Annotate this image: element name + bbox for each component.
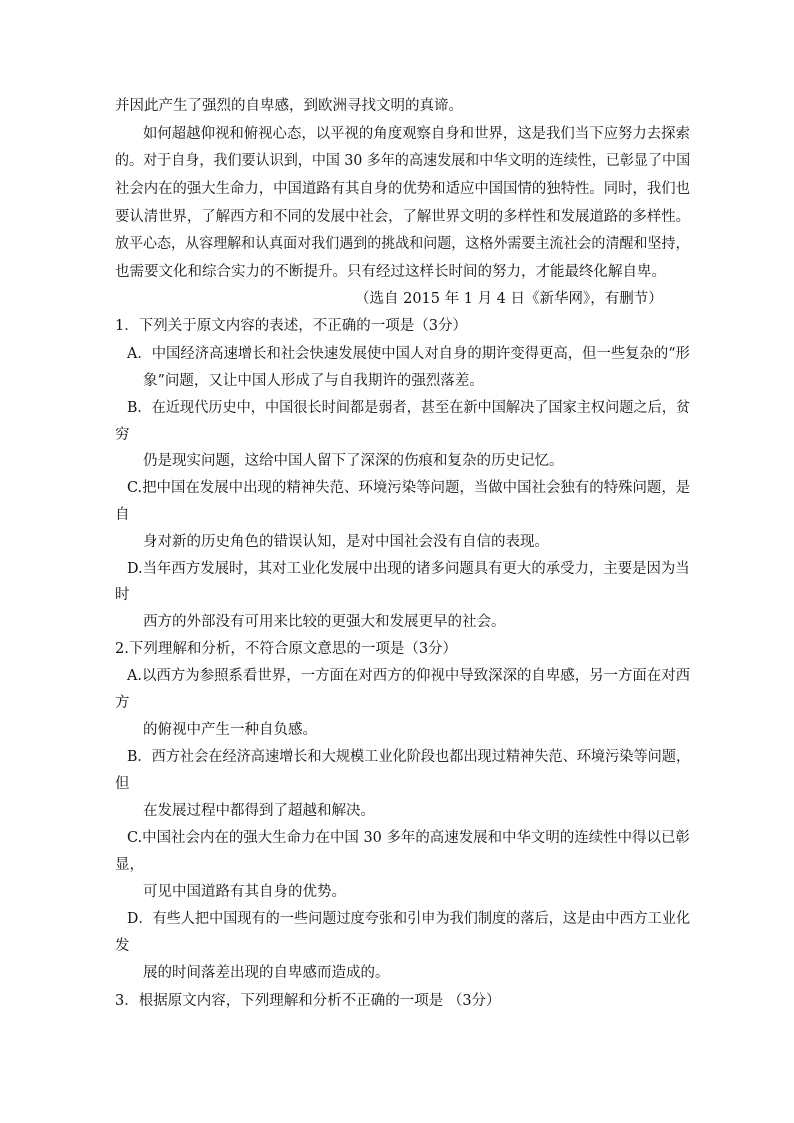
q2-option-b-wrap: 但 bbox=[115, 776, 130, 792]
passage-line: 要认清世界，了解西方和不同的发展中社会，了解世界文明的多样性和发展道路的多样性。 bbox=[115, 209, 691, 225]
q2-option-b-cont: 在发展过程中都得到了超越和解决。 bbox=[143, 803, 375, 819]
q2-option-d: D．有些人把中国现有的一些问题过度夸张和引申为我们制度的落后，这是由中西方工业化 bbox=[127, 911, 691, 927]
q2-option-a-cont: 的俯视中产生一种自负感。 bbox=[143, 722, 317, 738]
q1-option-b: B．在近现代历史中，中国很长时间都是弱者，甚至在新中国解决了国家主权问题之后，贫 bbox=[127, 400, 691, 416]
q1-option-a: A．中国经济高速增长和社会快速发展使中国人对自身的期许变得更高，但一些复杂的“形 bbox=[127, 346, 690, 362]
question-3-stem: 3．根据原文内容，下列理解和分析不正确的一项是 （3分） bbox=[115, 993, 501, 1009]
q2-option-b: B．西方社会在经济高速增长和大规模工业化阶段也都出现过精神失范、环境污染等问题， bbox=[127, 749, 691, 765]
q1-option-d-wrap: 时 bbox=[115, 587, 130, 603]
q2-option-c-wrap: 显， bbox=[115, 857, 144, 873]
passage-line: 如何超越仰视和俯视心态，以平视的角度观察自身和世界，这是我们当下应努力去探索 bbox=[143, 126, 690, 142]
q1-option-b-wrap: 穷 bbox=[115, 427, 130, 443]
q1-option-c-cont: 身对新的历史角色的错误认知，是对中国社会没有自信的表现。 bbox=[143, 534, 549, 550]
question-1-stem: 1．下列关于原文内容的表述，不正确的一项是（3分） bbox=[115, 318, 467, 334]
q2-option-c-cont: 可见中国道路有其自身的优势。 bbox=[143, 884, 346, 900]
q1-option-d: D.当年西方发展时，其对工业化发展中出现的诸多问题具有更大的承受力，主要是因为当 bbox=[127, 561, 690, 577]
q2-option-a-wrap: 方 bbox=[115, 695, 130, 711]
q2-option-c: C.中国社会内在的强大生命力在中国 30 多年的高速发展和中华文明的连续性中得以已彰 bbox=[127, 830, 690, 846]
q2-option-a: A.以西方为参照系看世界，一方面在对西方的仰视中导致深深的自卑感，另一方面在对西 bbox=[127, 668, 691, 684]
q1-option-c: C.把中国在发展中出现的精神失范、环境污染等问题，当做中国社会独有的特殊问题，是 bbox=[127, 480, 691, 496]
q1-option-d-cont: 西方的外部没有可用来比较的更强大和发展更早的社会。 bbox=[143, 614, 506, 630]
q1-option-a-cont: 象”问题，又让中国人形成了与自我期许的强烈落差。 bbox=[143, 373, 484, 389]
passage-line: 的。对于自身，我们要认识到，中国 30 多年的高速发展和中华文明的连续性，已彰显了中国 bbox=[115, 153, 691, 169]
q2-option-d-cont: 展的时间落差出现的自卑感而造成的。 bbox=[143, 965, 390, 981]
source-citation: （选自 2015 年 1 月 4 日《新华网》，有删节） bbox=[355, 291, 663, 307]
passage-line: 并因此产生了强烈的自卑感，到欧洲寻找文明的真谛。 bbox=[115, 98, 463, 114]
q2-option-d-wrap: 发 bbox=[115, 938, 130, 954]
question-2-stem: 2.下列理解和分析，不符合原文意思的一项是（3分） bbox=[115, 641, 458, 657]
q1-option-c-wrap: 自 bbox=[115, 507, 130, 523]
passage-line: 社会内在的强大生命力，中国道路有其自身的优势和适应中国国情的独特性。同时，我们也 bbox=[115, 181, 691, 197]
passage-line: 放平心态，从容理解和认真面对我们遇到的挑战和问题，这格外需要主流社会的清醒和坚持， bbox=[115, 236, 690, 252]
passage-line: 也需要文化和综合实力的不断提升。只有经过这样长时间的努力，才能最终化解自卑。 bbox=[115, 264, 666, 280]
q1-option-b-cont: 仍是现实问题，这给中国人留下了深深的伤痕和复杂的历史记忆。 bbox=[143, 453, 564, 469]
